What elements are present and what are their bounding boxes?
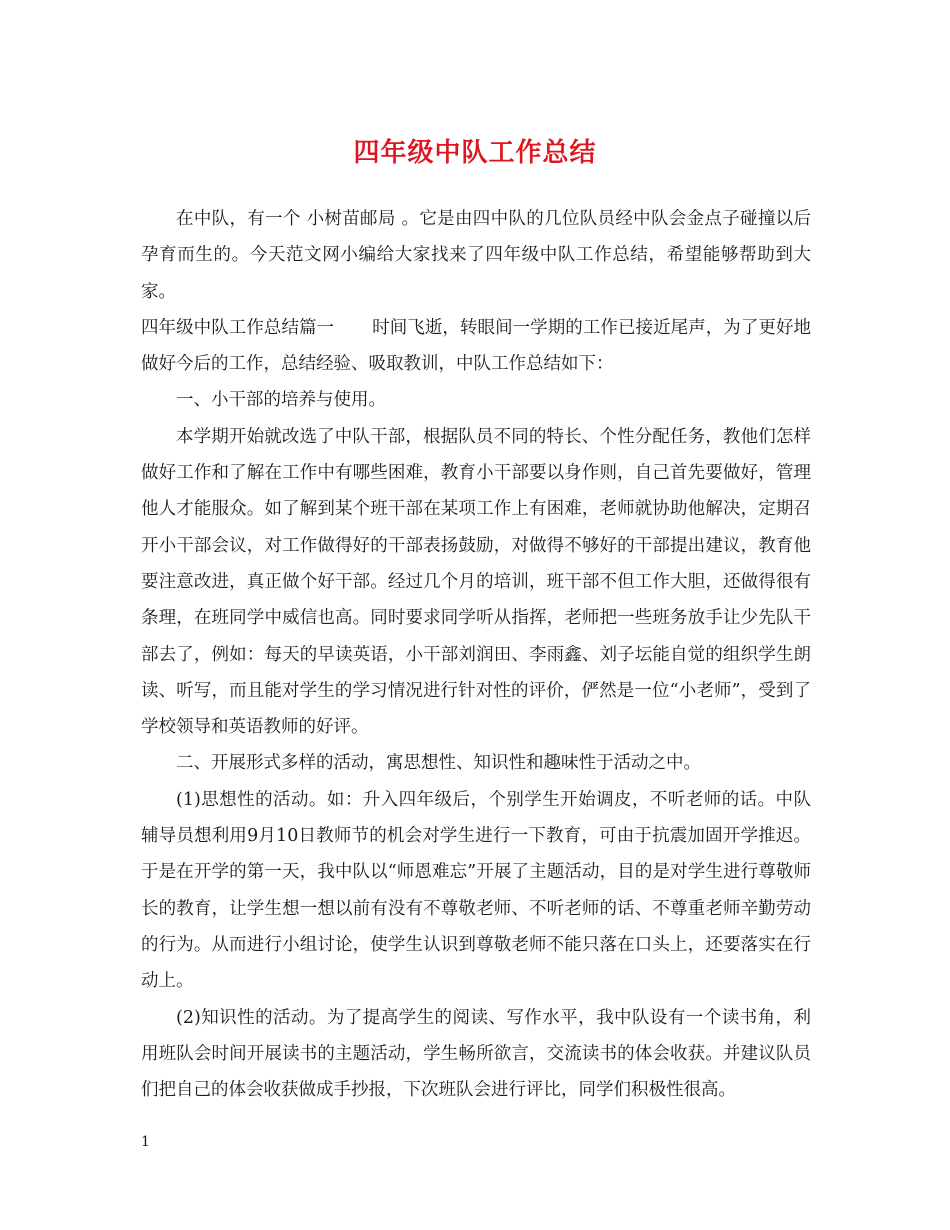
- section-2-heading: 二、开展形式多样的活动，寓思想性、知识性和趣味性于活动之中。: [176, 753, 701, 774]
- article-heading: 四年级中队工作总结篇一: [141, 317, 335, 338]
- section-1-heading: 一、小干部的培养与使用。: [176, 390, 386, 411]
- intro-paragraph: 在中队，有一个 小树苗邮局 。它是由四中队的几位队员经中队会金点子碰撞以后孕育而生的。今天范文网小编给大家找来了四年级中队工作总结，希望能够帮助到大家。: [141, 209, 811, 302]
- page-number: 1: [141, 1134, 150, 1150]
- section-2-item-1: (1)思想性的活动。如：升入四年级后，个别学生开始调皮，不听老师的话。中队辅导员想利用9月10日教师节的机会对学生进行一下教育，可由于抗震加固开学推迟。于是在开学的第一天，我中队以“师恩难忘”开展了主题活动，目的是对学生进行尊敬师长的教育，让学生想一想以前有没有不尊敬老师、不听老师的话、不尊重老师辛勤劳动的行为。从而进行小组讨论，使学生认识到尊敬老师不能只落在口头上，还要落实在行动上。: [141, 789, 811, 992]
- document-body: [141, 201, 811, 1108]
- section-1-body: 本学期开始就改选了中队干部，根据队员不同的特长、个性分配任务，教他们怎样做好工作和了解在工作中有哪些困难，教育小干部要以身作则，自己首先要做好，管理他人才能服众。如了解到某个班干部在某项工作上有困难，老师就协助他解决，定期召开小干部会议，对工作做得好的干部表扬鼓励，对做得不够好的干部提出建议，教育他要注意改进，真正做个好干部。经过几个月的培训，班干部不但工作大胆，还做得很有条理，在班同学中威信也高。同时要求同学听从指挥，老师把一些班务放手让少先队干部去了，例如：每天的早读英语，小干部刘润田、李雨鑫、刘子坛能自觉的组织学生朗读、听写，而且能对学生的学习情况进行针对性的评价，俨然是一位“小老师”，受到了学校领导和英语教师的好评。: [141, 426, 811, 738]
- document-title: 四年级中队工作总结: [353, 138, 597, 168]
- article-lead: 时间飞逝，转眼间一学期的工作已接近尾声，为了更好地做好今后的工作，总结经验、吸取教训，中队工作总结如下：: [141, 317, 812, 375]
- article-heading-paragraph: [141, 310, 811, 383]
- section-2-item-2: (2)知识性的活动。为了提高学生的阅读、写作水平，我中队设有一个读书角，利用班队会时间开展读书的主题活动，学生畅所欲言，交流读书的体会收获。并建议队员们把自己的体会收获做成手抄报，下次班队会进行评比，同学们积极性很高。: [141, 1007, 811, 1101]
